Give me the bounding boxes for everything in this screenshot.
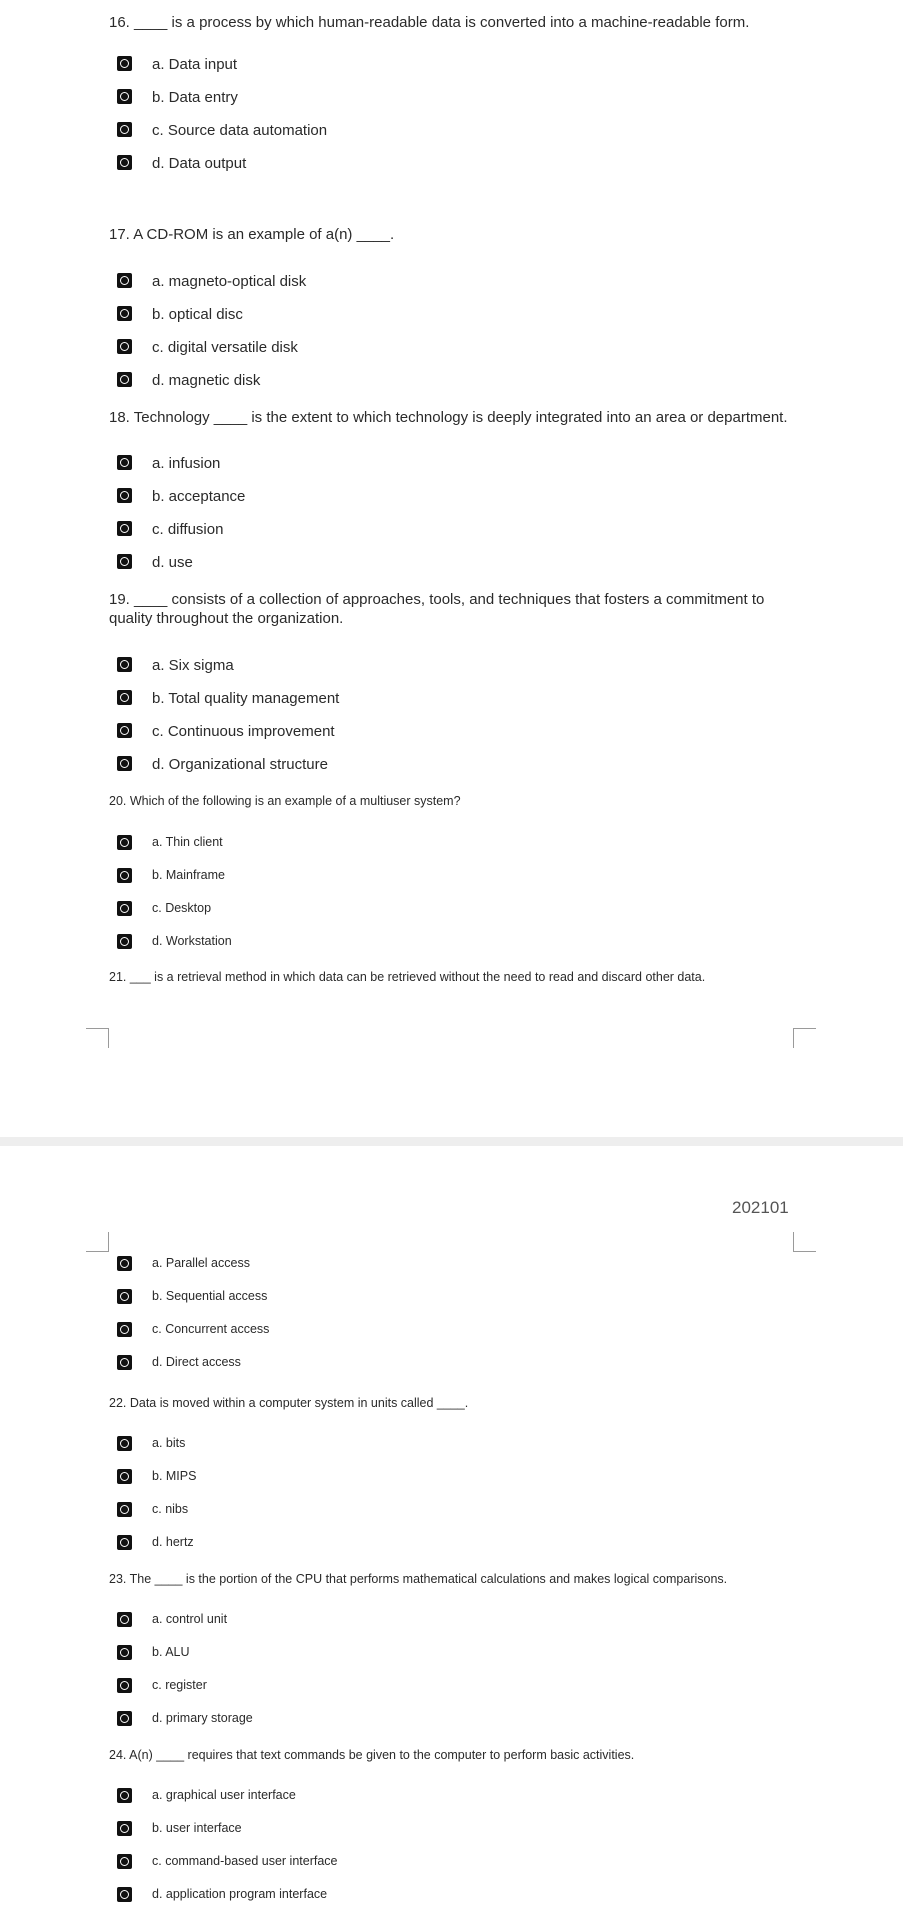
radio-button-icon[interactable]	[117, 1355, 132, 1370]
radio-button-icon[interactable]	[117, 1502, 132, 1517]
option-label: b. Mainframe	[152, 868, 225, 882]
radio-button-icon[interactable]	[117, 273, 132, 288]
option-label: c. Continuous improvement	[152, 723, 335, 740]
radio-button-icon[interactable]	[117, 723, 132, 738]
page-separator	[0, 1137, 903, 1146]
question-18-text: 18. Technology ____ is the extent to which technology is deeply integrated into an area or department.	[109, 409, 788, 426]
radio-button-icon[interactable]	[117, 835, 132, 850]
radio-button-icon[interactable]	[117, 1678, 132, 1693]
option-label: b. MIPS	[152, 1469, 197, 1483]
option-label: d. Workstation	[152, 934, 232, 948]
option-label: d. application program interface	[152, 1887, 328, 1901]
radio-button-icon[interactable]	[117, 1711, 132, 1726]
option-label: b. optical disc	[152, 306, 243, 323]
radio-button-icon[interactable]	[117, 1821, 132, 1836]
option-label: a. control unit	[152, 1612, 228, 1626]
option-label: a. Six sigma	[152, 657, 234, 674]
option-label: b. acceptance	[152, 488, 246, 505]
option-label: c. command-based user interface	[152, 1854, 338, 1868]
option-label: c. Concurrent access	[152, 1322, 270, 1336]
radio-button-icon[interactable]	[117, 372, 132, 387]
option-label: b. Data entry	[152, 89, 238, 106]
option-label: a. graphical user interface	[152, 1788, 296, 1802]
option-label: a. Thin client	[152, 835, 223, 849]
question-19-text: 19. ____ consists of a collection of approaches, tools, and techniques that fosters a commitment to quality throughout the organization.	[109, 591, 765, 627]
radio-button-icon[interactable]	[117, 306, 132, 321]
option-label: d. magnetic disk	[152, 372, 261, 389]
option-label: d. primary storage	[152, 1711, 253, 1725]
radio-button-icon[interactable]	[117, 155, 132, 170]
option-label: c. diffusion	[152, 521, 224, 538]
radio-button-icon[interactable]	[117, 1322, 132, 1337]
option-label: a. Data input	[152, 56, 238, 73]
option-label: c. digital versatile disk	[152, 339, 298, 356]
radio-button-icon[interactable]	[117, 1256, 132, 1271]
page-corner-mark	[793, 1232, 816, 1252]
radio-button-icon[interactable]	[117, 339, 132, 354]
document-page-2	[0, 1146, 903, 1920]
radio-button-icon[interactable]	[117, 934, 132, 949]
option-label: a. magneto-optical disk	[152, 273, 307, 290]
option-label: a. Parallel access	[152, 1256, 250, 1270]
radio-button-icon[interactable]	[117, 1289, 132, 1304]
radio-button-icon[interactable]	[117, 56, 132, 71]
radio-button-icon[interactable]	[117, 901, 132, 916]
option-label: a. infusion	[152, 455, 221, 472]
option-label: b. Total quality management	[152, 690, 340, 707]
option-label: d. Direct access	[152, 1355, 241, 1369]
radio-button-icon[interactable]	[117, 122, 132, 137]
radio-button-icon[interactable]	[117, 1854, 132, 1869]
radio-button-icon[interactable]	[117, 1645, 132, 1660]
radio-button-icon[interactable]	[117, 554, 132, 569]
radio-button-icon[interactable]	[117, 1788, 132, 1803]
question-20-text: 20. Which of the following is an example of a multiuser system?	[109, 794, 461, 808]
question-21-text: 21. ___ is a retrieval method in which data can be retrieved without the need to read and discard other data.	[109, 970, 706, 984]
radio-button-icon[interactable]	[117, 756, 132, 771]
option-label: d. Organizational structure	[152, 756, 328, 773]
radio-button-icon[interactable]	[117, 488, 132, 503]
question-23-text: 23. The ____ is the portion of the CPU that performs mathematical calculations and makes logical comparisons.	[109, 1572, 728, 1586]
option-label: c. Source data automation	[152, 122, 328, 139]
question-22-text: 22. Data is moved within a computer system in units called ____.	[109, 1396, 469, 1410]
page-number: 202101	[732, 1198, 789, 1217]
radio-button-icon[interactable]	[117, 1436, 132, 1451]
question-16-text: 16. ____ is a process by which human-readable data is converted into a machine-readable form.	[109, 14, 750, 31]
option-label: b. user interface	[152, 1821, 242, 1835]
page-corner-mark	[793, 1028, 816, 1048]
question-17-text: 17. A CD-ROM is an example of a(n) ____.	[109, 226, 395, 243]
radio-button-icon[interactable]	[117, 455, 132, 470]
option-label: a. bits	[152, 1436, 186, 1450]
radio-button-icon[interactable]	[117, 1887, 132, 1902]
radio-button-icon[interactable]	[117, 690, 132, 705]
radio-button-icon[interactable]	[117, 1535, 132, 1550]
radio-button-icon[interactable]	[117, 89, 132, 104]
option-label: d. hertz	[152, 1535, 194, 1549]
option-label: d. Data output	[152, 155, 247, 172]
option-label: c. nibs	[152, 1502, 189, 1516]
question-24-text: 24. A(n) ____ requires that text commands be given to the computer to perform basic activities.	[109, 1748, 635, 1762]
radio-button-icon[interactable]	[117, 1612, 132, 1627]
page-corner-mark	[86, 1232, 109, 1252]
option-label: c. register	[152, 1678, 207, 1692]
radio-button-icon[interactable]	[117, 1469, 132, 1484]
page-corner-mark	[86, 1028, 109, 1048]
option-label: c. Desktop	[152, 901, 212, 915]
radio-button-icon[interactable]	[117, 868, 132, 883]
radio-button-icon[interactable]	[117, 521, 132, 536]
option-label: b. ALU	[152, 1645, 190, 1659]
radio-button-icon[interactable]	[117, 657, 132, 672]
option-label: b. Sequential access	[152, 1289, 268, 1303]
option-label: d. use	[152, 554, 193, 571]
